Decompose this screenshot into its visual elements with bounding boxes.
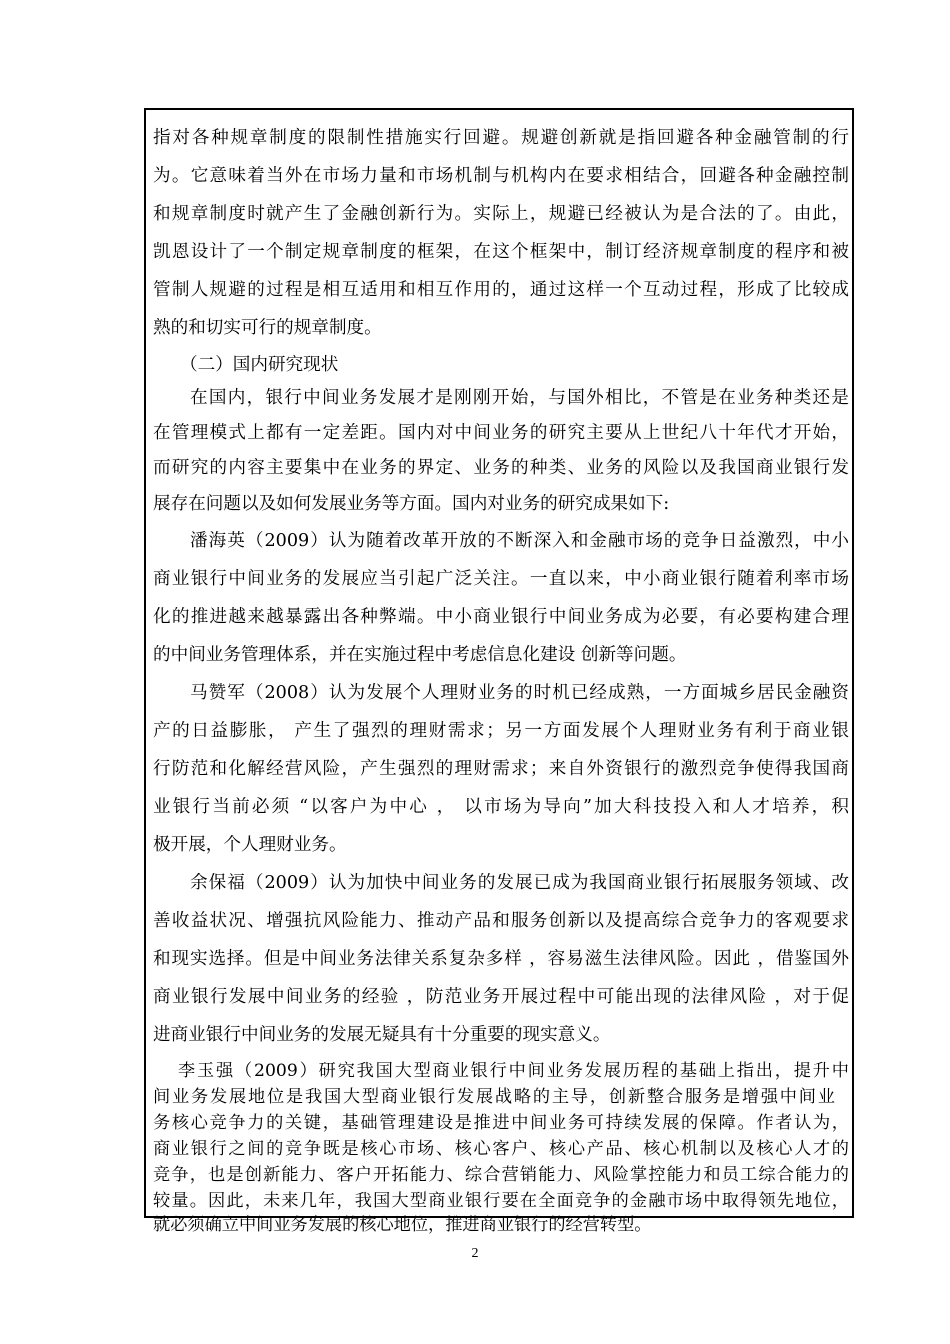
text-line: 李玉强（2009）研究我国大型商业银行中间业务发展历程的基础上指出，提升中 [178, 1061, 849, 1081]
text-line: 竞争，也是创新能力、客户开拓能力、综合营销能力、风险掌控能力和员工综合能力的 [153, 1165, 849, 1185]
text-line: 在管理模式上都有一定差距。国内对中间业务的研究主要从上世纪八十年代才开始， [153, 423, 849, 443]
text-line: 和规章制度时就产生了金融创新行为。实际上，规避已经被认为是合法的了。由此， [153, 204, 849, 224]
text-line: 凯恩设计了一个制定规章制度的框架，在这个框架中，制订经济规章制度的程序和被 [153, 242, 849, 262]
text-line: 产的日益膨胀， 产生了强烈的理财需求；另一方面发展个人理财业务有利于商业银 [153, 721, 849, 741]
text-line: 马赞军（2008）认为发展个人理财业务的时机已经成熟，一方面城乡居民金融资 [190, 683, 849, 703]
text-line: 熟的和切实可行的规章制度。 [153, 318, 382, 338]
text-line: 就必须确立中间业务发展的核心地位，推进商业银行的经营转型。 [153, 1215, 652, 1235]
text-line: 进商业银行中间业务的发展无疑具有十分重要的现实意义。 [153, 1025, 611, 1045]
text-line: 极开展，个人理财业务。 [153, 835, 347, 855]
text-line: 为。它意味着当外在市场力量和市场机制与机构内在要求相结合，回避各种金融控制 [153, 166, 849, 186]
text-line: 商业银行中间业务的发展应当引起广泛关注。一直以来，中小商业银行随着利率市场 [153, 569, 849, 589]
text-line: 管制人规避的过程是相互适用和相互作用的，通过这样一个互动过程，形成了比较成 [153, 280, 849, 300]
text-line: 潘海英（2009）认为随着改革开放的不断深入和金融市场的竞争日益激烈，中小 [190, 531, 849, 551]
text-line: 业银行当前必须 “以客户为中心 ， 以市场为导向”加大科技投入和人才培养，积 [153, 797, 849, 817]
text-line: 而研究的内容主要集中在业务的界定、业务的种类、业务的风险以及我国商业银行发 [153, 458, 849, 478]
text-line: 的中间业务管理体系，并在实施过程中考虑信息化建设 创新等问题。 [153, 645, 687, 665]
text-line: 展存在问题以及如何发展业务等方面。国内对业务的研究成果如下: [153, 494, 670, 514]
text-line: 和现实选择。但是中间业务法律关系复杂多样 ，容易滋生法律风险。因此 ，借鉴国外 [153, 949, 849, 969]
text-line: 务核心竞争力的关键，基础管理建设是推进中间业务可持续发展的保障。作者认为， [153, 1113, 849, 1133]
section-heading: （二）国内研究现状 [180, 355, 339, 375]
text-line: 指对各种规章制度的限制性措施实行回避。规避创新就是指回避各种金融管制的行 [153, 128, 849, 148]
text-line: 较量。因此，未来几年，我国大型商业银行要在全面竞争的金融市场中取得领先地位， [153, 1191, 849, 1211]
text-line: 行防范和化解经营风险，产生强烈的理财需求；来自外资银行的激烈竞争使得我国商 [153, 759, 849, 779]
text-line: 商业银行之间的竞争既是核心市场、核心客户、核心产品、核心机制以及核心人才的 [153, 1139, 849, 1159]
text-line: 在国内，银行中间业务发展才是刚刚开始，与国外相比，不管是在业务种类还是 [190, 388, 849, 408]
text-line: 余保福（2009）认为加快中间业务的发展已成为我国商业银行拓展服务领域、改 [190, 873, 849, 893]
text-line: 商业银行发展中间业务的经验 ，防范业务开展过程中可能出现的法律风险 ，对于促 [153, 987, 849, 1007]
text-line: 化的推进越来越暴露出各种弊端。中小商业银行中间业务成为必要，有必要构建合理 [153, 607, 849, 627]
text-line: 间业务发展地位是我国大型商业银行发展战略的主导，创新整合服务是增强中间业 [153, 1087, 835, 1107]
page-number: 2 [471, 1246, 479, 1261]
text-line: 善收益状况、增强抗风险能力、推动产品和服务创新以及提高综合竞争力的客观要求 [153, 911, 849, 931]
